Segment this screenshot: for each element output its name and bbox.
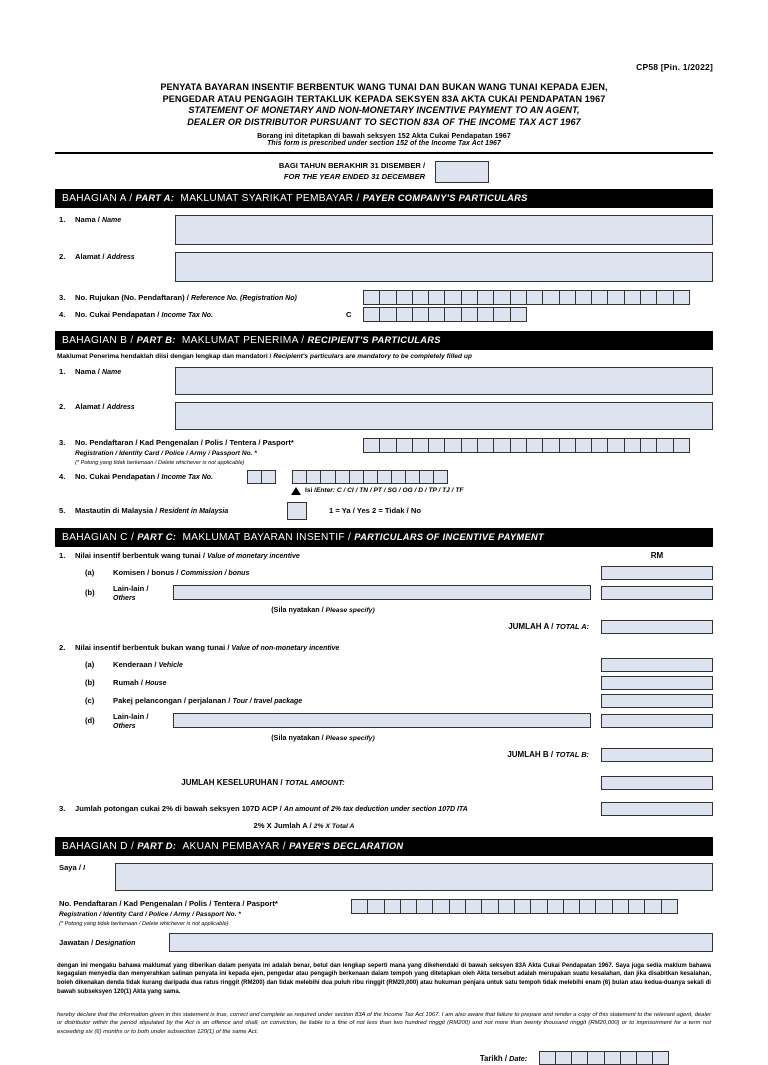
part-c-item2-num: 2. <box>59 642 66 652</box>
title-en-line2: DEALER OR DISTRIBUTOR PURSUANT TO SECTION 83A OF THE INCOME TAX ACT 1967 <box>187 116 581 127</box>
char-box[interactable] <box>444 290 461 305</box>
char-box[interactable] <box>481 899 498 914</box>
char-box[interactable] <box>363 290 380 305</box>
part-c-title-en: PARTICULARS OF INCENTIVE PAYMENT <box>354 531 544 542</box>
part-c-item1a-label-en: Commission / bonus <box>180 570 250 577</box>
part-d-designation-label <box>55 938 169 947</box>
char-box[interactable] <box>335 470 350 484</box>
part-c-item1b-label-my: Lain-lain / <box>113 583 149 593</box>
part-a-taxno-prefix: C <box>346 309 352 319</box>
part-c-item2a-label-my: Kenderaan / <box>113 660 159 669</box>
char-box[interactable] <box>432 899 449 914</box>
title-my-line2: PENGEDAR ATAU PENGAGIH TERTAKLUK KEPADA SEKSYEN 83A AKTA CUKAI PENDAPATAN 1967 <box>162 93 606 104</box>
part-c-item1b-amount[interactable] <box>601 586 713 600</box>
part-c-item3-num: 3. <box>59 804 66 813</box>
part-c-grand-total-label <box>55 778 601 787</box>
char-box[interactable] <box>444 438 461 453</box>
part-a-name-label <box>75 215 175 224</box>
part-c-item3-label-my: Jumlah potongan cukai 2% di bawah seksyen 107D ACP / <box>75 804 284 813</box>
grand-total-label-en: TOTAL AMOUNT: <box>284 778 345 787</box>
part-b-name-num: 1. <box>59 366 66 376</box>
part-c-item1a-amount[interactable] <box>601 566 713 580</box>
part-c-grand-total-row <box>55 776 713 790</box>
part-a-reference-num: 3. <box>59 292 66 302</box>
part-c-item1a-letter: (a) <box>85 568 95 577</box>
part-c-item2d-label <box>113 712 173 730</box>
part-b-address-num: 2. <box>59 401 66 411</box>
char-box[interactable] <box>416 899 433 914</box>
part-a-name-num: 1. <box>59 214 66 224</box>
part-a-taxno-label-my: No. Cukai Pendapatan / <box>75 309 162 319</box>
char-box[interactable] <box>433 470 448 484</box>
part-c-item2b-row <box>55 676 713 690</box>
char-box[interactable] <box>628 899 645 914</box>
char-box[interactable] <box>591 290 608 305</box>
part-b-name-input[interactable] <box>175 367 713 395</box>
part-b-taxno-prefix-boxes[interactable] <box>247 470 276 484</box>
char-box[interactable] <box>396 290 413 305</box>
section-bar-part-c <box>55 528 713 547</box>
part-b-taxno-num: 4. <box>59 472 66 481</box>
part-d-id-label-block <box>55 899 351 927</box>
part-d-title-en: PAYER'S DECLARATION <box>289 840 404 851</box>
char-box[interactable] <box>656 438 673 453</box>
part-a-taxno-label-en: Income Tax No. <box>161 311 213 319</box>
total-a-label-my: JUMLAH A / <box>508 622 556 631</box>
part-a-reference-boxes[interactable] <box>363 290 690 305</box>
char-box[interactable] <box>405 470 420 484</box>
part-c-item2-specify-note <box>55 733 591 742</box>
char-box[interactable] <box>624 290 641 305</box>
item3-formula-en: 2% X Total A <box>313 822 355 830</box>
part-c-bar-my: BAHAGIAN C / <box>62 531 138 543</box>
char-box[interactable] <box>367 899 384 914</box>
part-c-item2-label-en: Value of non-monetary incentive <box>231 644 340 652</box>
char-box[interactable] <box>673 438 690 453</box>
char-box[interactable] <box>612 899 629 914</box>
specify-note-1-en: Please specify) <box>325 606 375 614</box>
part-b-resident-options: 1 = Ya / Yes 2 = Tidak / No <box>329 506 422 515</box>
date-label-my: Tarikh / <box>479 1053 510 1063</box>
year-label-my: BAGI TAHUN BERAKHIR 31 DISEMBER / <box>278 161 426 171</box>
char-box[interactable] <box>261 470 276 484</box>
part-c-item2d-row <box>55 712 713 730</box>
part-c-total-a-row <box>55 620 713 634</box>
char-box[interactable] <box>559 438 576 453</box>
part-c-item3-row <box>55 802 713 816</box>
char-box[interactable] <box>510 290 527 305</box>
part-c-total-b-amount[interactable] <box>601 748 713 762</box>
part-b-id-label-my: No. Pendaftaran / Kad Pengenalan / Polis / Tentera / Pasport* <box>75 437 294 447</box>
part-a-address-label-my: Alamat / <box>75 251 107 261</box>
part-b-name-label-my: Nama / <box>75 366 103 376</box>
char-box[interactable] <box>363 307 380 322</box>
part-c-item2c-row <box>55 694 713 708</box>
char-box[interactable] <box>579 899 596 914</box>
part-d-bar-my: BAHAGIAN D / <box>62 840 138 852</box>
char-box[interactable] <box>587 1051 604 1065</box>
part-c-item1b-label <box>113 584 173 602</box>
part-b-address-input[interactable] <box>175 402 713 430</box>
part-d-date-label <box>480 1054 527 1063</box>
char-box[interactable] <box>575 438 592 453</box>
specify-note-2-en: Please specify) <box>325 734 375 742</box>
char-box[interactable] <box>306 470 321 484</box>
part-c-item3-amount[interactable] <box>601 802 713 816</box>
part-a-address-label-en: Address <box>106 253 135 261</box>
char-box[interactable] <box>620 1051 637 1065</box>
total-b-label-my: JUMLAH B / <box>507 750 556 759</box>
part-c-item2c-label-en: Tour / travel package <box>232 698 303 705</box>
year-ended-row <box>55 161 713 183</box>
part-d-designation-input[interactable] <box>169 933 713 952</box>
part-a-reference-label-en: Reference No. (Registration No) <box>191 294 297 302</box>
part-c-item2b-label-en: House <box>145 680 167 687</box>
part-c-item1b-row <box>55 584 713 602</box>
part-c-item2d-specify-input[interactable] <box>173 713 591 728</box>
currency-header: RM <box>650 550 664 560</box>
part-b-title-my: MAKLUMAT PENERIMA / <box>181 334 308 346</box>
form-title-block <box>55 82 713 147</box>
part-c-item2a-letter: (a) <box>85 660 95 669</box>
section-bar-part-d <box>55 837 713 856</box>
char-box[interactable] <box>498 899 515 914</box>
char-box[interactable] <box>526 290 543 305</box>
char-box[interactable] <box>640 290 657 305</box>
part-c-item2a-amount[interactable] <box>601 658 713 672</box>
part-b-id-num: 3. <box>59 437 66 447</box>
char-box[interactable] <box>379 290 396 305</box>
part-a-address-input[interactable] <box>175 252 713 282</box>
char-box[interactable] <box>247 470 262 484</box>
char-box[interactable] <box>555 1051 572 1065</box>
part-c-item2b-label <box>113 678 601 687</box>
part-c-item2d-label-my: Lain-lain / <box>113 711 149 721</box>
char-box[interactable] <box>412 290 429 305</box>
char-box[interactable] <box>400 899 417 914</box>
part-c-item2c-amount[interactable] <box>601 694 713 708</box>
char-box[interactable] <box>607 290 624 305</box>
part-b-resident-row <box>55 502 713 520</box>
part-b-address-row <box>55 402 713 430</box>
part-a-name-label-en: Name <box>102 216 122 224</box>
part-a-taxno-num: 4. <box>59 309 66 319</box>
part-a-reference-label <box>75 293 363 302</box>
char-box[interactable] <box>396 307 413 322</box>
part-b-id-footnote: (* Potong yang tidak berkenaan / Delete whichever is not applicable) <box>75 459 245 466</box>
part-c-total-a-label <box>55 622 601 631</box>
part-c-item1-label-en: Value of monetary incentive <box>207 552 300 560</box>
part-c-item1a-row <box>55 566 713 580</box>
part-b-taxno-label <box>75 472 247 481</box>
char-box[interactable] <box>510 438 527 453</box>
char-box[interactable] <box>292 470 307 484</box>
part-c-total-b-row <box>55 748 713 762</box>
part-c-item2b-letter: (b) <box>85 678 95 687</box>
part-d-date-row <box>55 1051 713 1065</box>
char-box[interactable] <box>428 438 445 453</box>
part-a-address-row <box>55 252 713 282</box>
part-c-item2d-label-en: Others <box>113 722 136 730</box>
part-b-resident-input[interactable] <box>287 502 307 520</box>
part-c-item3-label <box>75 804 601 813</box>
part-b-name-row <box>55 367 713 395</box>
char-box[interactable] <box>493 307 510 322</box>
triangle-up-icon <box>291 487 301 495</box>
part-a-address-num: 2. <box>59 251 66 261</box>
part-c-item2a-row <box>55 658 713 672</box>
char-box[interactable] <box>396 438 413 453</box>
grand-total-label-my: JUMLAH KESELURUHAN / <box>181 778 285 787</box>
part-c-total-b-label <box>55 750 601 759</box>
part-b-resident-label <box>75 506 287 515</box>
char-box[interactable] <box>563 899 580 914</box>
char-box[interactable] <box>428 290 445 305</box>
part-c-item1-label-my: Nilai insentif berbentuk wang tunai / <box>75 550 208 560</box>
char-box[interactable] <box>379 438 396 453</box>
char-box[interactable] <box>412 307 429 322</box>
part-c-item2a-label <box>113 660 601 669</box>
declaration-paragraph-my: dengan ini mengaku bahawa maklumat yang diberikan dalam penyata ini adalah benar, betul dan lengkap seperti mana yang dikehendaki di bawah seksyen 83A Akta Cukai Pendapatan 1967. Saya juga sedia maklum bahawa kegagalan menyedia dan menyerahkan salinan penyata ini kepada ejen, pengedar atau pengagih berkenaan dalam tempoh yang ditetapkan oleh Akta tersebut adalah merupakan suatu kesalahan, dan jika disabitkan kesalahan, boleh dikenakan denda tidak kurang daripada dua ratus ringgit (RM200) dan tidak melebihi dua puluh ribu ringgit (RM20,000) atau hukuman penjara untuk satu tempoh tidak melebihi enam (6) bulan atau kedua-duanya sekali di bawah subseksyen 120(1) Akta yang sama. <box>57 962 711 995</box>
part-d-bar-part: PART D: <box>137 840 177 851</box>
part-c-item1-header <box>55 551 713 560</box>
declaration-paragraph-en: hereby declare that the information given in this statement is true, correct and complete as required under section 83A of the Income Tax Act 1967. I am also aware that failure to prepare and render a copy of this statement to the relevant agent, dealer or distributor within the period stipulated by the Act is an offence and shall, on conviction, be liable to a fine of not less than two hundred ringgit (RM200) and not more than twenty thousand ringgit (RM20,000) or to imprisonment for a term not exceeding six (6) months or to both under subsection 120(1) of the same Act. <box>57 1011 711 1036</box>
part-c-item2b-amount[interactable] <box>601 676 713 690</box>
char-box[interactable] <box>539 1051 556 1065</box>
taxno-hint-my: Isi / <box>305 487 316 494</box>
char-box[interactable] <box>604 1051 621 1065</box>
char-box[interactable] <box>363 438 380 453</box>
part-c-item3-formula <box>55 821 553 830</box>
char-box[interactable] <box>461 438 478 453</box>
char-box[interactable] <box>384 899 401 914</box>
part-c-item2c-label <box>113 696 601 705</box>
part-c-item1-num: 1. <box>59 550 66 560</box>
char-box[interactable] <box>379 307 396 322</box>
part-b-address-label-en: Address <box>106 403 135 411</box>
part-d-saya-row <box>55 863 713 891</box>
part-c-item1-label <box>75 551 601 560</box>
char-box[interactable] <box>419 470 434 484</box>
part-b-resident-label-my: Mastautin di Malaysia / <box>75 506 160 515</box>
part-c-item1a-label <box>113 568 601 577</box>
char-box[interactable] <box>493 438 510 453</box>
part-b-id-row <box>55 438 713 466</box>
char-box[interactable] <box>595 899 612 914</box>
char-box[interactable] <box>493 290 510 305</box>
char-box[interactable] <box>656 290 673 305</box>
char-box[interactable] <box>477 307 494 322</box>
taxno-hint-codes: : C / CI / TN / PT / SG / OG / D / TP / TJ / TF <box>332 487 464 494</box>
char-box[interactable] <box>449 899 466 914</box>
part-a-name-label-my: Nama / <box>75 214 103 224</box>
part-c-title-my: MAKLUMAT BAYARAN INSENTIF / <box>182 531 355 543</box>
header-divider <box>55 152 713 154</box>
part-d-saya-label-my: Saya / <box>59 862 84 872</box>
part-d-id-row <box>55 899 713 927</box>
char-box[interactable] <box>607 438 624 453</box>
part-c-total-a-amount[interactable] <box>601 620 713 634</box>
char-box[interactable] <box>624 438 641 453</box>
char-box[interactable] <box>673 290 690 305</box>
subtitle-en: This form is prescribed under section 152 of the Income Tax Act 1967 <box>267 139 501 147</box>
subtitle-my: Borang ini ditetapkan di bawah seksyen 152 Akta Cukai Pendapatan 1967 <box>257 131 511 140</box>
part-b-taxno-boxes[interactable] <box>292 470 448 484</box>
part-b-address-label-my: Alamat / <box>75 401 107 411</box>
part-c-item2b-label-my: Rumah / <box>113 678 146 687</box>
char-box[interactable] <box>428 307 445 322</box>
part-b-id-label-block <box>75 438 363 466</box>
part-a-reference-label-my: No. Rujukan (No. Pendaftaran) / <box>75 292 192 302</box>
char-box[interactable] <box>530 899 547 914</box>
title-my-line1: PENYATA BAYARAN INSENTIF BERBENTUK WANG TUNAI DAN BUKAN WANG TUNAI KEPADA EJEN, <box>160 82 608 92</box>
part-b-id-label-en: Registration / Identity Card / Police / Army / Passport No. * <box>75 449 257 457</box>
part-a-taxno-label <box>75 310 346 319</box>
char-box[interactable] <box>661 899 678 914</box>
part-d-designation-row <box>55 933 713 952</box>
section-bar-part-a <box>55 189 713 208</box>
year-input[interactable] <box>435 161 489 183</box>
part-a-title-my: MAKLUMAT SYARIKAT PEMBAYAR / <box>180 192 363 204</box>
part-b-title-en: RECIPIENT'S PARTICULARS <box>307 334 441 345</box>
part-c-item1a-label-my: Komisen / bonus / <box>113 568 181 577</box>
part-d-id-label-en: Registration / Identity Card / Police / Army / Passport No. * <box>59 910 241 918</box>
part-d-title-my: AKUAN PEMBAYAR / <box>182 840 290 852</box>
char-box[interactable] <box>526 438 543 453</box>
specify-note-2-my: (Sila nyatakan / <box>271 732 326 742</box>
part-a-reference-row <box>55 290 713 305</box>
char-box[interactable] <box>547 899 564 914</box>
specify-note-1-my: (Sila nyatakan / <box>271 604 326 614</box>
part-c-item2d-amount[interactable] <box>601 714 713 728</box>
part-b-address-label <box>75 402 175 411</box>
part-c-item2c-label-my: Pakej pelancongan / perjalanan / <box>113 696 233 705</box>
char-box[interactable] <box>461 307 478 322</box>
year-label-en: FOR THE YEAR ENDED 31 DECEMBER <box>283 171 426 181</box>
taxno-hint-en: Enter <box>316 487 333 494</box>
part-c-item3-label-en: An amount of 2% tax deduction under section 107D ITA <box>283 806 468 813</box>
part-d-id-boxes[interactable] <box>351 899 678 914</box>
part-a-title-en: PAYER COMPANY'S PARTICULARS <box>362 192 528 203</box>
part-c-item2-label <box>75 643 713 652</box>
char-box[interactable] <box>559 290 576 305</box>
part-c-item1b-letter: (b) <box>85 588 95 597</box>
part-c-item2-header <box>55 643 713 652</box>
part-d-designation-label-en: Designation <box>95 939 136 947</box>
part-a-taxno-row <box>55 307 713 322</box>
part-d-saya-input[interactable] <box>115 863 713 891</box>
part-d-id-footnote: (* Potong yang tidak berkenaan / Delete whichever is not applicable) <box>59 920 229 927</box>
char-box[interactable] <box>477 290 494 305</box>
title-en-line1: STATEMENT OF MONETARY AND NON-MONETARY INCENTIVE PAYMENT TO AN AGENT, <box>188 105 580 116</box>
part-a-bar-my: BAHAGIAN A / <box>62 192 136 204</box>
part-c-item1b-label-en: Others <box>113 594 136 602</box>
part-d-id-label-my: No. Pendaftaran / Kad Pengenalan / Polis / Tentera / Pasport* <box>59 898 278 908</box>
total-b-label-en: TOTAL B: <box>555 750 589 759</box>
part-c-bar-part: PART C: <box>137 531 177 542</box>
part-c-item2a-label-en: Vehicle <box>158 662 183 669</box>
char-box[interactable] <box>640 438 657 453</box>
total-a-label-en: TOTAL A: <box>555 622 589 631</box>
part-b-taxno-hint <box>291 487 713 495</box>
char-box[interactable] <box>652 1051 669 1065</box>
part-c-grand-total-amount[interactable] <box>601 776 713 790</box>
item3-formula-my: 2% X Jumlah A / <box>253 820 314 830</box>
part-d-saya-label-en: I <box>83 864 86 872</box>
char-box[interactable] <box>363 470 378 484</box>
char-box[interactable] <box>465 899 482 914</box>
part-b-note <box>57 353 713 360</box>
part-b-name-label-en: Name <box>102 368 122 376</box>
char-box[interactable] <box>510 307 527 322</box>
part-b-resident-num: 5. <box>59 506 66 515</box>
part-b-taxno-row <box>55 470 713 484</box>
char-box[interactable] <box>391 470 406 484</box>
char-box[interactable] <box>477 438 494 453</box>
char-box[interactable] <box>571 1051 588 1065</box>
part-b-id-boxes[interactable] <box>363 438 690 453</box>
part-b-taxno-label-my: No. Cukai Pendapatan / <box>75 472 162 481</box>
part-c-item2-label-my: Nilai insentif berbentuk bukan wang tunai / <box>75 642 232 652</box>
char-box[interactable] <box>636 1051 653 1065</box>
char-box[interactable] <box>591 438 608 453</box>
part-a-name-input[interactable] <box>175 215 713 245</box>
part-a-taxno-boxes[interactable] <box>363 307 527 322</box>
part-a-bar-part: PART A: <box>135 192 175 203</box>
part-b-resident-label-en: Resident in Malaysia <box>159 508 229 515</box>
char-box[interactable] <box>542 438 559 453</box>
part-b-name-label <box>75 367 175 376</box>
part-c-item2d-letter: (d) <box>85 716 95 725</box>
char-box[interactable] <box>349 470 364 484</box>
date-label-en: Date: <box>509 1053 528 1063</box>
part-a-address-label <box>75 252 175 261</box>
part-c-item2c-letter: (c) <box>85 696 95 705</box>
part-b-bar-my: BAHAGIAN B / <box>62 334 137 346</box>
part-b-bar-part: PART B: <box>136 334 176 345</box>
part-d-saya-label <box>55 863 115 872</box>
char-box[interactable] <box>514 899 531 914</box>
part-d-date-boxes[interactable] <box>539 1051 669 1065</box>
part-b-taxno-label-en: Income Tax No. <box>161 474 213 481</box>
part-b-note-en: Recipient's particulars are mandatory to be completely filled up <box>273 352 472 360</box>
part-c-item1-specify-note <box>55 605 591 614</box>
char-box[interactable] <box>444 307 461 322</box>
char-box[interactable] <box>377 470 392 484</box>
char-box[interactable] <box>575 290 592 305</box>
year-ended-label <box>279 161 425 182</box>
char-box[interactable] <box>644 899 661 914</box>
part-d-designation-label-my: Jawatan / <box>59 937 96 947</box>
char-box[interactable] <box>351 899 368 914</box>
char-box[interactable] <box>320 470 335 484</box>
part-c-item1b-specify-input[interactable] <box>173 585 591 600</box>
char-box[interactable] <box>412 438 429 453</box>
part-a-name-row <box>55 215 713 245</box>
char-box[interactable] <box>542 290 559 305</box>
char-box[interactable] <box>461 290 478 305</box>
section-bar-part-b <box>55 331 713 350</box>
part-b-note-my: Maklumat Penerima hendaklah diisi dengan lengkap dan mandatori / <box>57 352 274 360</box>
form-code: CP58 [Pin. 1/2022] <box>636 62 713 72</box>
